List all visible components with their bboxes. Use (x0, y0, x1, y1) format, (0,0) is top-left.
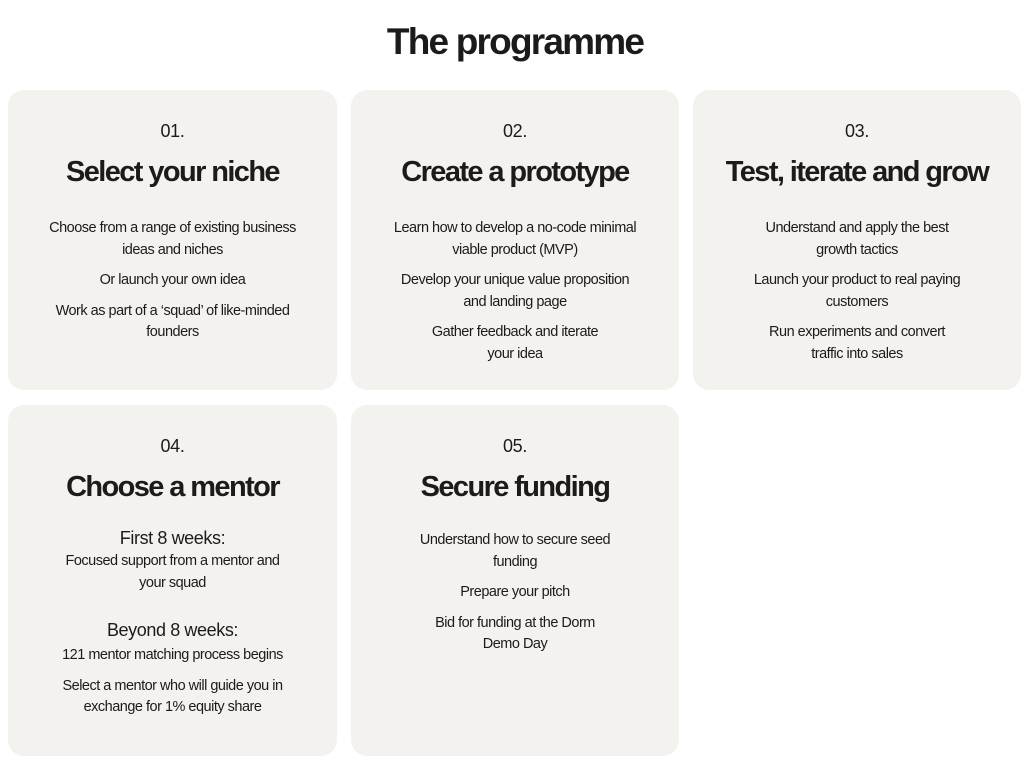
card-title: Choose a mentor (66, 471, 279, 503)
programme-card-select-niche (8, 90, 337, 390)
step-number: 01. (160, 121, 185, 141)
card-bullet: 121 mentor matching process begins (62, 647, 283, 663)
card-bullet: Or launch your own idea (99, 272, 246, 288)
programme-card-secure-funding (351, 405, 679, 756)
section-heading: First 8 weeks: (119, 528, 226, 548)
card-bullet: Focused support from a mentor and your squad (65, 553, 280, 591)
programme-card-choose-mentor (8, 405, 337, 756)
section-heading: Beyond 8 weeks: (106, 620, 239, 640)
card-bullets (8, 527, 337, 728)
card-bullet: Work as part of a ‘squad’ of like-minded founders (55, 302, 290, 340)
step-number: 03. (844, 121, 870, 141)
card-bullet: Choose from a range of existing business ideas and niches (49, 220, 296, 258)
card-bullet: Understand how to secure seed funding (419, 532, 611, 570)
card-bullet: Bid for funding at the Dorm Demo Day (435, 614, 595, 652)
card-bullet: Select a mentor who will guide you in exchange for 1% equity share (62, 677, 283, 715)
card-title: Secure funding (420, 471, 610, 503)
card-title: Create a prototype (401, 156, 629, 188)
page-title: The programme (386, 21, 644, 62)
card-title: Select your niche (66, 156, 279, 188)
step-number: 02. (502, 121, 528, 141)
card-bullet: Develop your unique value proposition and landing page (400, 272, 630, 310)
card-bullet: Learn how to develop a no-code minimal viable product (MVP) (393, 220, 637, 258)
programme-card-create-prototype (351, 90, 679, 390)
programme-card-test-iterate-grow (693, 90, 1021, 390)
card-bullet: Launch your product to real paying customers (753, 272, 961, 310)
card-bullets (351, 530, 679, 665)
step-number: 05. (502, 436, 528, 456)
card-title: Test, iterate and grow (725, 156, 989, 188)
card-bullets (693, 218, 1021, 374)
card-bullets (8, 218, 337, 353)
card-bullets (351, 218, 679, 374)
card-bullet: Run experiments and convert traffic into sales (769, 324, 945, 362)
step-number: 04. (160, 436, 185, 456)
card-bullet: Gather feedback and iterate your idea (431, 324, 599, 362)
card-bullet: Prepare your pitch (460, 584, 570, 600)
card-bullet: Understand and apply the best growth tactics (765, 220, 949, 258)
